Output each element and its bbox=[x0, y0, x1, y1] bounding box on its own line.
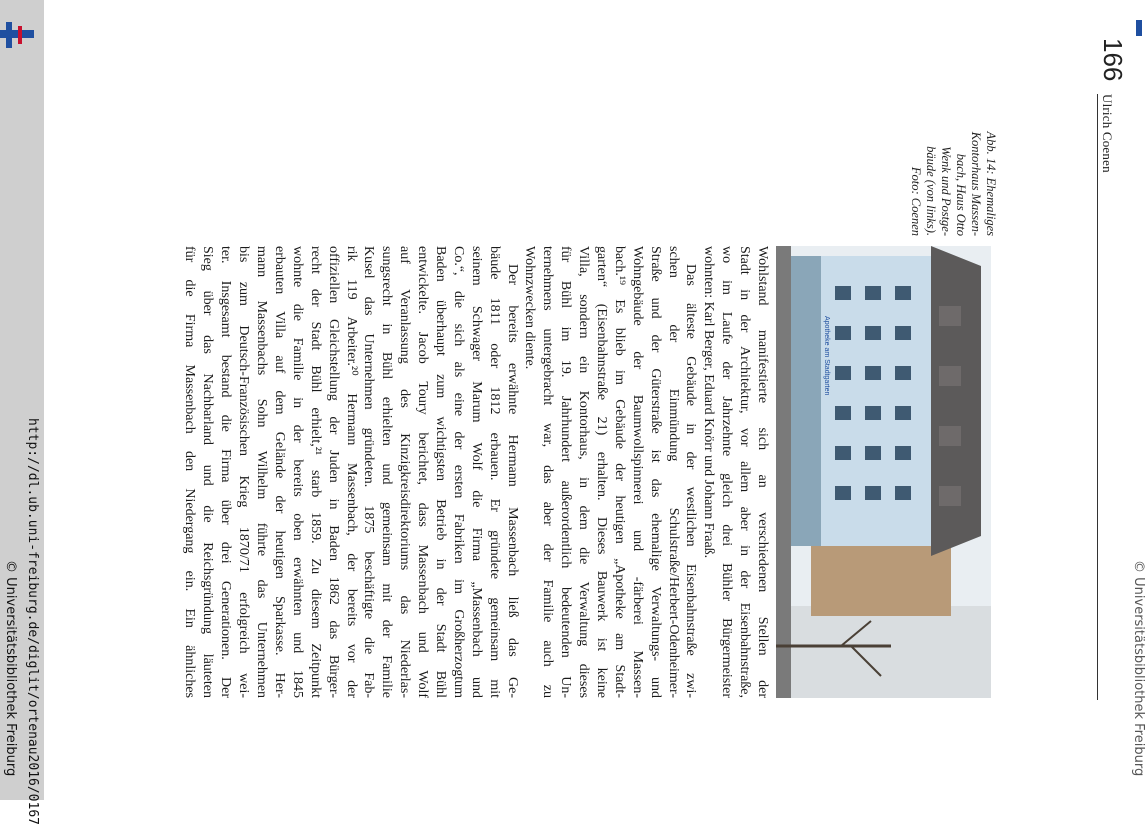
text-line: mann Massenbachs Sohn Wilhelm führte das Unternehmen bbox=[254, 246, 270, 698]
watermark-copyright-right: © Universitätsbibliothek Freiburg bbox=[1131, 560, 1146, 777]
text-line: für Bühl im 19. Jahrhundert außerordentlich bedeutenden Un- bbox=[558, 246, 574, 698]
caption-line: Abb. 14: Ehemaliges bbox=[984, 131, 998, 236]
text-line: Der bereits erwähnte Hermann Massenbach ließ das Ge- bbox=[504, 264, 520, 698]
text-line: ter. Insgesamt bestand die Firma über drei Generationen. Der bbox=[218, 246, 234, 698]
text-line: sungsrecht in Bühl erhielten und gemeinsam mit der Familie bbox=[379, 246, 395, 698]
text-line: bis zum Deutsch-Französischen Krieg 1870/71 erfolgreich wei- bbox=[236, 246, 252, 698]
running-head: Ulrich Coenen bbox=[1100, 94, 1115, 173]
text-line: schen der Einmündung Schulstraße/Herbert-Odenheimer- bbox=[665, 246, 681, 698]
text-line: für die Firma Massenbach den Niedergang ein. Ein ähnliches bbox=[182, 246, 198, 698]
text-line: offiziellen Gleichstellung der Juden in Baden 1862 das Bürger- bbox=[325, 246, 341, 698]
text-line: Wohngebäude der Baumwollspinnerei und -färberei Massen- bbox=[629, 246, 645, 698]
text-line: Stadt in der Architektur, vor allem aber in der Eisenbahnstraße, bbox=[737, 246, 753, 698]
caption-line: bäude (von links). bbox=[924, 146, 938, 236]
text-line: seinem Schwager Marum Wolf die Firma „Massenbach und bbox=[468, 246, 484, 698]
text-line: auf Veranlassung des Kinzigkreisdirektoriums das Niederlas- bbox=[397, 246, 413, 698]
header-rule bbox=[1097, 94, 1098, 700]
watermark-url[interactable]: http://dl.ub.uni-freiburg.de/diglit/ortenau2016/0167 bbox=[25, 418, 40, 825]
text-line: Villa, sondern ein Kontorhaus, in dem die Verwaltung dieses bbox=[576, 246, 592, 698]
caption-line: bach, Haus Otto bbox=[954, 153, 968, 236]
text-line: Kusel das Unternehmen gründeten. 1875 beschäftigte die Fab- bbox=[361, 246, 377, 698]
text-line: bach.¹⁹ Es blieb im Gebäude der heutigen „Apotheke am Stadt- bbox=[611, 246, 627, 698]
text-line: Wohlstand manifestierte sich an verschiedenen Stellen der bbox=[755, 246, 770, 698]
building-photo bbox=[776, 246, 991, 698]
page-number: 166 bbox=[1098, 38, 1128, 82]
text-line: erbauten Villa auf dem Gelände der heutigen Sparkasse. Her- bbox=[271, 246, 287, 698]
shop-sign-text: Apotheke am Stadtgarten bbox=[823, 316, 830, 396]
caption-line: Foto: Coenen bbox=[909, 166, 923, 236]
text-line: wohnten: Karl Berger, Eduard Knörr und Johann Fraaß. bbox=[701, 246, 717, 559]
document-page bbox=[44, 0, 1148, 800]
text-line: ternehmens untergebracht war, das aber der Familie auch zu bbox=[540, 246, 556, 698]
text-line: Das älteste Gebäude in der westlichen Eisenbahnstraße zwi- bbox=[683, 264, 699, 698]
text-line: garten“ (Eisenbahnstraße 21) erhalten. Dieses Bauwerk ist keine bbox=[593, 246, 609, 698]
body-text bbox=[181, 246, 771, 698]
library-logo-icon bbox=[0, 0, 44, 50]
text-line: Straße und der Güterstraße ist das ehemalige Verwaltungs- und bbox=[647, 246, 663, 698]
text-line: bäude 1811 oder 1812 erbauen. Er gründete gemeinsam mit bbox=[486, 246, 502, 698]
text-line: Sieg über das Nachbarland und die Reichsgründung läuteten bbox=[200, 246, 216, 698]
caption-line: Kontorhaus Massen- bbox=[969, 131, 983, 236]
watermark-copyright: © Universitätsbibliothek Freiburg bbox=[3, 560, 18, 777]
text-line: entwickelte. Jacob Toury berichtet, dass Massenbach und Wolf bbox=[415, 246, 431, 698]
text-line: recht der Stadt Bühl erhielt,²¹ starb 1859. Zu diesem Zeitpunkt bbox=[307, 246, 323, 698]
text-line: rik 119 Arbeiter.²⁰ Hermann Massenbach, der bereits vor der bbox=[343, 246, 359, 698]
figure-caption bbox=[908, 100, 998, 236]
text-line: wohnte die Familie in der bereits oben erwähnten und 1845 bbox=[289, 246, 305, 698]
text-line: wo im Laufe der Jahrzehnte gleich drei Bühler Bürgermeister bbox=[719, 246, 735, 698]
text-line: Baden überhaupt zum wichtigsten Betrieb in der Stadt Bühl bbox=[432, 246, 448, 698]
caption-line: Wenk und Postge- bbox=[939, 146, 953, 236]
text-line: Wohnzwecken diente. bbox=[522, 246, 538, 370]
text-line: Co.“, die sich als eine der ersten Fabriken im Großherzogtum bbox=[450, 246, 466, 698]
